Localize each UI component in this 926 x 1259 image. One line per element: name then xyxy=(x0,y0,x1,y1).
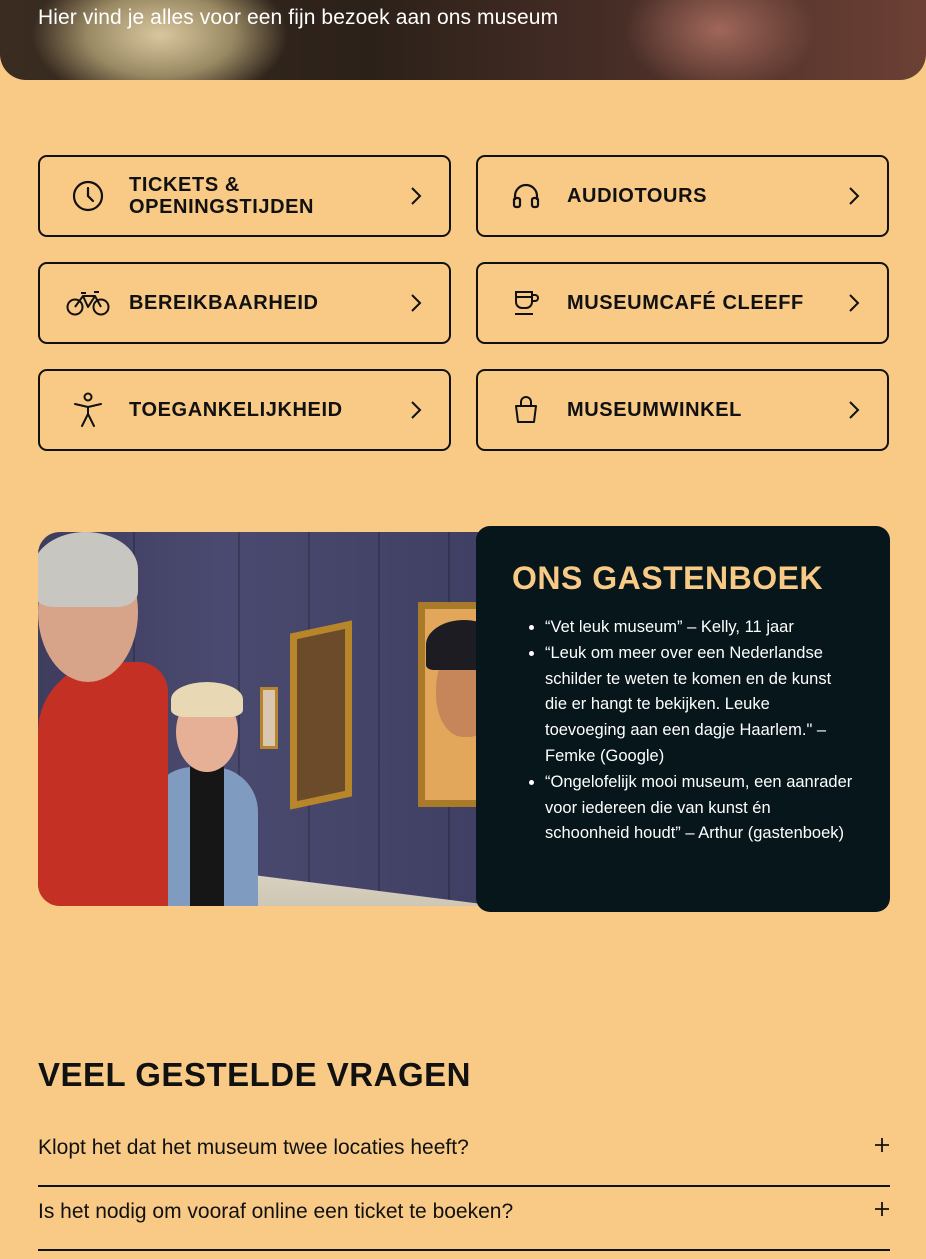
link-museumwinkel[interactable] xyxy=(476,369,889,451)
link-tickets-openingstijden[interactable] xyxy=(38,155,451,237)
chevron-right-icon xyxy=(409,186,423,206)
guestbook-entries xyxy=(512,615,854,847)
faq-item[interactable] xyxy=(38,1187,890,1251)
guestbook-entry: • “Ongelofelijk mooi museum, een aanrader voor iedereen die van kunst én schoonheid houdt” – Arthur (gastenboek) xyxy=(545,770,854,847)
headphones-icon xyxy=(508,180,544,212)
faq-question: Klopt het dat het museum twee locaties heeft? xyxy=(38,1136,469,1159)
link-label: MUSEUMCAFÉ CLEEFF xyxy=(567,292,804,314)
hero-subtitle: Hier vind je alles voor een fijn bezoek aan ons museum xyxy=(38,6,559,29)
clock-icon xyxy=(70,180,106,212)
faq-item[interactable] xyxy=(38,1123,890,1187)
link-label: BEREIKBAARHEID xyxy=(129,292,319,314)
link-bereikbaarheid[interactable] xyxy=(38,262,451,344)
plus-icon[interactable] xyxy=(874,1137,890,1153)
museum-visitors-photo xyxy=(38,532,498,906)
hero-banner xyxy=(0,0,926,80)
link-audiotours[interactable] xyxy=(476,155,889,237)
shopping-bag-icon xyxy=(508,394,544,426)
accessibility-icon xyxy=(70,394,106,426)
link-label: MUSEUMWINKEL xyxy=(567,399,742,421)
link-toegankelijkheid[interactable] xyxy=(38,369,451,451)
guestbook-entry: • “Vet leuk museum” – Kelly, 11 jaar xyxy=(545,615,854,641)
chevron-right-icon xyxy=(847,186,861,206)
chevron-right-icon xyxy=(409,400,423,420)
chevron-right-icon xyxy=(847,293,861,313)
guestbook-title: ONS GASTENBOEK xyxy=(512,560,824,596)
bicycle-icon xyxy=(66,287,110,319)
link-label: TICKETS & OPENINGSTIJDEN xyxy=(129,174,315,218)
chevron-right-icon xyxy=(847,400,861,420)
link-label: TOEGANKELIJKHEID xyxy=(129,399,343,421)
faq-title: VEEL GESTELDE VRAGEN xyxy=(38,1056,471,1093)
plus-icon[interactable] xyxy=(874,1201,890,1217)
guestbook-card xyxy=(476,526,890,912)
coffee-cup-icon xyxy=(508,287,544,319)
link-museumcafe-cleeff[interactable] xyxy=(476,262,889,344)
guestbook-entry: • “Leuk om meer over een Nederlandse schilder te weten te komen en de kunst die er hangt te bekijken. Leuke toevoeging aan een dagje Haarlem." – Femke (Google) xyxy=(545,641,854,770)
faq-question: Is het nodig om vooraf online een ticket te boeken? xyxy=(38,1200,514,1223)
chevron-right-icon xyxy=(409,293,423,313)
link-label: AUDIOTOURS xyxy=(567,185,708,207)
